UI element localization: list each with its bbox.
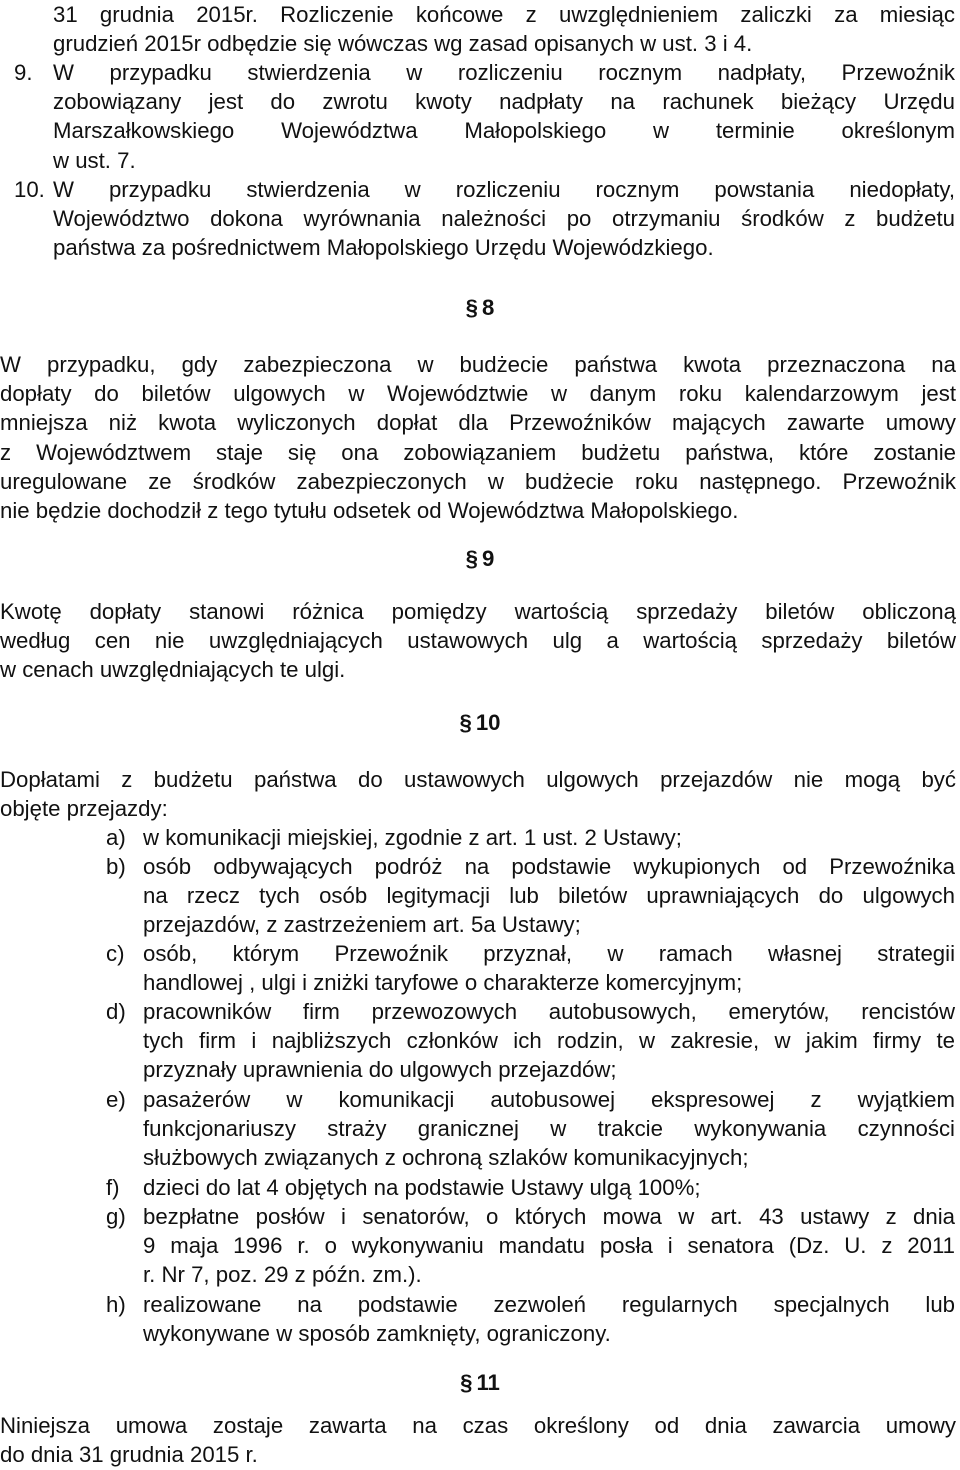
list-letter: h): [106, 1292, 126, 1317]
text-line: handlowej , ulgi i zniżki taryfowe o charakterze komercyjnym;: [143, 970, 743, 996]
list-letter: a): [106, 825, 126, 850]
text-line: Dopłatami z budżetu państwa do ustawowych ulgowych przejazdów nie mogą być: [0, 767, 956, 792]
list-letter: g): [106, 1204, 126, 1229]
section-number: 9: [482, 546, 495, 571]
text-line: osób, którym Przewoźnik przyznał, w ramach własnej strategii: [143, 941, 955, 966]
text-line: nie będzie dochodził z tego tytułu odsetek od Województwa Małopolskiego.: [0, 498, 739, 524]
text-line: realizowane na podstawie zezwoleń regularnych specjalnych lub: [143, 1292, 955, 1317]
text-line: Marszałkowskiego Województwa Małopolskiego w terminie określonym: [53, 118, 955, 144]
section-number: 8: [482, 295, 495, 320]
section-number: 11: [476, 1370, 500, 1395]
text-line: do dnia 31 grudnia 2015 r.: [0, 1442, 258, 1468]
text-line: pasażerów w komunikacji autobusowej ekspresowej z wyjątkiem: [143, 1087, 955, 1112]
text-line: w komunikacji miejskiej, zgodnie z art. 1 ust. 2 Ustawy;: [143, 825, 682, 850]
continuation-paragraph: [53, 0, 955, 58]
text-line: w ust. 7.: [53, 147, 136, 173]
text-line: państwa za pośrednictwem Małopolskiego Urzędu Wojewódzkiego.: [53, 235, 714, 261]
text-line: Kwotę dopłaty stanowi różnica pomiędzy wartością sprzedaży biletów obliczoną: [0, 599, 956, 624]
text-line: W przypadku, gdy zabezpieczona w budżecie państwa kwota przeznaczona na: [0, 352, 956, 377]
text-line: 31 grudnia 2015r. Rozliczenie końcowe z uwzględnieniem zaliczki za miesiąc: [53, 2, 955, 27]
section-heading-8: [0, 293, 960, 322]
text-line: przyznały uprawnienia do ulgowych przejazdów;: [143, 1057, 617, 1083]
text-line: 9 maja 1996 r. o wykonywaniu mandatu posła i senatora (Dz. U. z 2011: [143, 1233, 955, 1259]
text-line: osób odbywających podróż na podstawie wykupionych od Przewoźnika: [143, 854, 955, 879]
section-8-paragraph: [0, 350, 956, 525]
text-line: grudzień 2015r odbędzie się wówczas wg zasad opisanych w ust. 3 i 4.: [53, 31, 753, 57]
text-line: pracowników firm przewozowych autobusowych, emerytów, rencistów: [143, 999, 955, 1024]
text-line: tych firm i najbliższych członków ich rodzin, w zakresie, w jakim firmy te: [143, 1028, 955, 1054]
text-line: wykonywane w sposób zamknięty, ograniczony.: [143, 1321, 611, 1347]
section-10-paragraph: [0, 765, 956, 823]
text-line: według cen nie uwzględniających ustawowych ulg a wartością sprzedaży biletów: [0, 628, 956, 654]
text-line: funkcjonariuszy straży granicznej w trakcie wykonywania czynności: [143, 1116, 955, 1142]
section-heading-10: [0, 708, 960, 737]
text-line: przejazdów, z zastrzeżeniem art. 5a Ustawy;: [143, 912, 581, 938]
text-line: bezpłatne posłów i senatorów, o których mowa w art. 43 ustawy z dnia: [143, 1204, 955, 1229]
text-line: na rzecz tych osób legitymacji lub biletów uprawniających do ulgowych: [143, 883, 955, 909]
text-line: W przypadku stwierdzenia w rozliczeniu rocznym nadpłaty, Przewoźnik: [53, 60, 955, 85]
section-sign: §: [459, 710, 472, 735]
list-letter: e): [106, 1087, 126, 1112]
text-line: mniejsza niż kwota wyliczonych dopłat dla Przewoźników mających zawarte umowy: [0, 410, 956, 436]
section-heading-9: [0, 544, 960, 573]
item-number: 9.: [14, 60, 33, 85]
text-line: służbowych związanych z ochroną szlaków komunikacyjnych;: [143, 1145, 749, 1171]
section-sign: §: [460, 1370, 473, 1395]
text-line: dzieci do lat 4 objętych na podstawie Ustawy ulgą 100%;: [143, 1175, 701, 1200]
item-number: 10.: [14, 177, 45, 202]
text-line: r. Nr 7, poz. 29 z późn. zm.).: [143, 1262, 422, 1288]
text-line: Niniejsza umowa zostaje zawarta na czas określony od dnia zawarcia umowy: [0, 1413, 956, 1438]
text-line: W przypadku stwierdzenia w rozliczeniu rocznym powstania niedopłaty,: [53, 177, 955, 202]
text-line: uregulowane ze środków zabezpieczonych w budżecie roku następnego. Przewoźnik: [0, 468, 956, 494]
section-9-paragraph: [0, 597, 956, 685]
section-number: 10: [475, 710, 501, 735]
text-line: objęte przejazdy:: [0, 796, 168, 822]
text-line: zobowiązany jest do zwrotu kwoty nadpłaty na rachunek bieżący Urzędu: [53, 89, 955, 115]
list-letter: c): [106, 941, 125, 966]
text-line: z Województwem staje się ona zobowiązaniem budżetu państwa, które zostanie: [0, 439, 956, 465]
section-11-paragraph: [0, 1411, 956, 1469]
section-sign: §: [465, 546, 478, 571]
text-line: w cenach uwzględniających te ulgi.: [0, 657, 346, 683]
section-sign: §: [465, 295, 478, 320]
section-heading-11: [0, 1368, 960, 1397]
text-line: dopłaty do biletów ulgowych w Województwie w danym roku kalendarzowym jest: [0, 381, 956, 407]
list-letter: f): [106, 1175, 120, 1200]
list-letter: b): [106, 854, 126, 879]
list-letter: d): [106, 999, 126, 1024]
text-line: Województwo dokona wyrównania należności po otrzymaniu środków z budżetu: [53, 206, 955, 232]
